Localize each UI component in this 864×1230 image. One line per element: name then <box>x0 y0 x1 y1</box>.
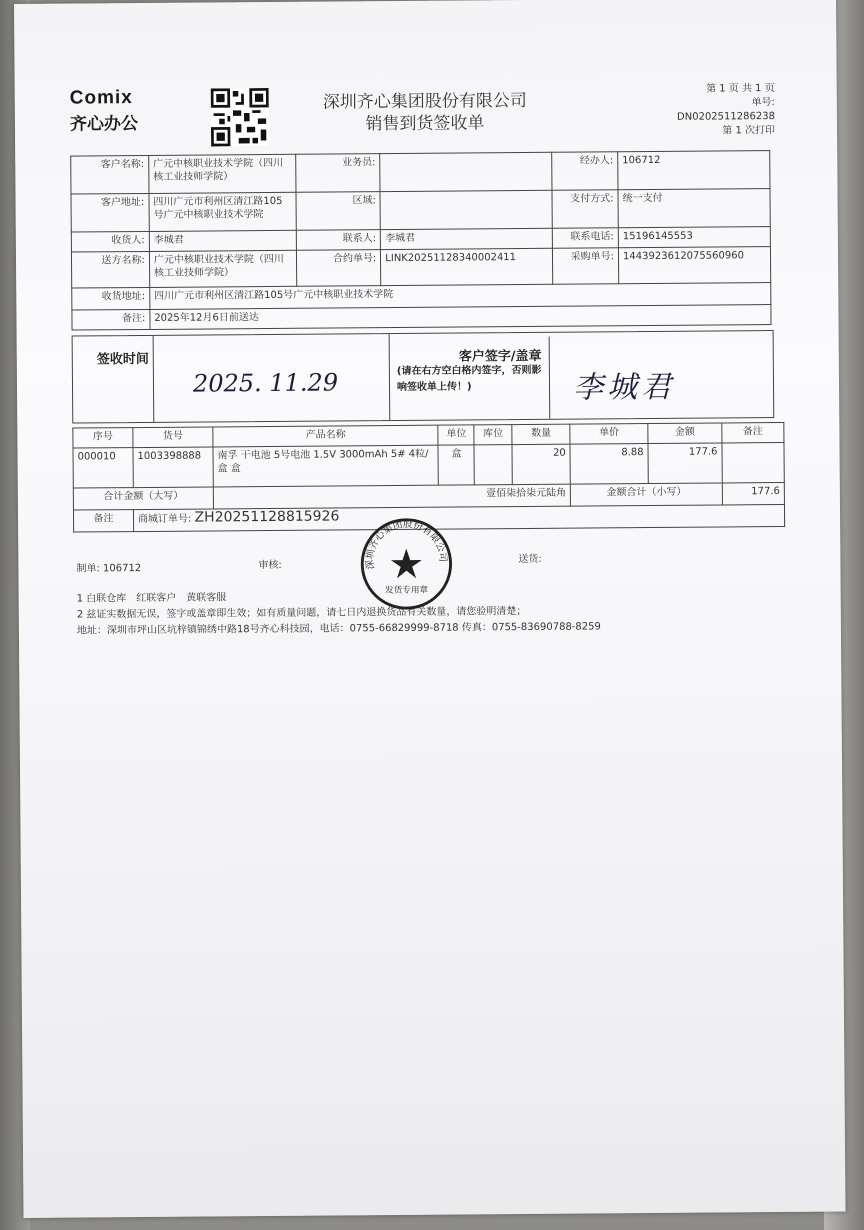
total-lower-value: 177.6 <box>722 482 784 504</box>
print-count: 第 1 次打印 <box>722 125 776 137</box>
contract-value: LINK20251128340002411 <box>381 248 553 285</box>
row-name: 南孚 干电池 5号电池 1.5V 3000mAh 5# 4粒/盒 盒 <box>213 445 439 487</box>
document-number: 单号: DN0202511286238 <box>676 97 775 123</box>
address-value: 四川广元市利州区清江路105号广元中核职业技术学院 <box>149 192 297 231</box>
total-upper-value: 壹佰柒拾柒元陆角 <box>213 484 570 509</box>
row-location <box>474 445 512 485</box>
ship-to-value: 广元中核职业技术学院（四川核工业技师学院） <box>149 250 297 287</box>
seal-subtext: 发货专用章 <box>385 585 429 596</box>
customer-sign-label: 客户签字/盖章 <box>458 348 542 365</box>
payment-label: 支付方式: <box>552 190 618 229</box>
col-header-location: 库位 <box>474 425 512 445</box>
seal-text: 深圳齐心集团股份有限公司 <box>364 519 449 570</box>
customer-name: 广元中核职业技术学院（四川核工业技师学院） <box>149 154 297 193</box>
remark-value: 2025年12月6日前送达 <box>150 305 771 330</box>
mall-order-cell <box>133 504 784 531</box>
salesperson-value <box>380 152 552 191</box>
handler-value: 106712 <box>618 151 770 190</box>
col-header-name: 产品名称 <box>213 425 439 447</box>
col-header-unit: 单位 <box>438 425 474 445</box>
reviewer-label: 审核: <box>258 559 282 572</box>
document-title: 销售到货签收单 <box>365 113 485 135</box>
company-address: 地址：深圳市坪山区坑梓镇锦绣中路18号齐心科技园，电话：0755-66829999-8718 传真：0755-83690788-8259 <box>76 621 601 637</box>
company-seal-icon <box>358 516 455 613</box>
purchase-value: 1443923612075560960 <box>618 247 770 284</box>
row-seq: 000010 <box>73 448 133 488</box>
region-label: 区域: <box>296 192 380 231</box>
row-note <box>722 442 784 482</box>
col-header-price: 单价 <box>570 424 648 445</box>
total-upper-label: 合计金额（大写） <box>73 487 213 510</box>
handwritten-signature: 李城君 <box>572 369 676 406</box>
maker-label: 制单: <box>76 563 100 575</box>
signature-section <box>72 330 775 424</box>
contact-value: 李城君 <box>381 228 553 249</box>
delivery-receipt-paper <box>14 0 846 1218</box>
maker-field <box>76 559 141 575</box>
delivery-address-label: 收货地址: <box>72 287 150 310</box>
receiver-label: 收货人: <box>71 231 149 252</box>
region-value <box>380 190 552 229</box>
delivery-address-value: 四川广元市利州区清江路105号广元中核职业技术学院 <box>150 283 771 310</box>
row-unit: 盒 <box>438 445 474 485</box>
phone-value: 15196145553 <box>618 227 770 248</box>
col-header-seq: 序号 <box>73 428 133 448</box>
page-count: 第 1 页 共 1 页 <box>706 83 775 95</box>
items-note-label: 备注 <box>73 510 133 532</box>
maker-value: 106712 <box>102 563 142 575</box>
table-row <box>73 442 784 488</box>
sender-label: 送货: <box>518 553 542 566</box>
row-qty: 20 <box>512 444 570 484</box>
customer-name-label: 客户名称: <box>71 155 149 194</box>
contact-label: 联系人: <box>297 230 381 251</box>
contract-label: 合约单号: <box>297 250 381 287</box>
col-header-qty: 数量 <box>512 424 570 444</box>
col-header-amount: 金额 <box>648 423 722 444</box>
company-name: 深圳齐心集团股份有限公司 <box>322 90 527 113</box>
col-header-code: 货号 <box>133 427 213 448</box>
terms-note: 2 兹证实数据无误，签字或盖章即生效；如有质量问题，请七日内退换货品有关数量，请您验明清楚； <box>76 605 527 621</box>
row-amount: 177.6 <box>648 443 722 484</box>
ship-to-label: 送方名称: <box>71 251 149 288</box>
purchase-label: 采购单号: <box>553 248 619 285</box>
sign-time-label: 签收时间 <box>96 351 149 368</box>
customer-info-table <box>70 150 771 330</box>
qr-code-icon <box>211 88 269 146</box>
salesperson-label: 业务员: <box>296 154 380 193</box>
receiver-value: 李城君 <box>149 230 297 251</box>
payment-value: 统一支付 <box>618 189 770 228</box>
remark-label: 备注: <box>72 309 150 330</box>
comix-logo: Comix <box>69 87 133 109</box>
address-label: 客户地址: <box>71 193 149 232</box>
handwritten-sign-date: 2025. 11.29 <box>192 368 339 398</box>
row-price: 8.88 <box>570 444 648 485</box>
total-lower-label: 金额合计（小写） <box>571 483 723 506</box>
phone-label: 联系电话: <box>552 228 618 249</box>
comix-logo-cn: 齐心办公 <box>69 114 139 135</box>
col-header-note: 备注 <box>722 422 784 442</box>
mall-order-label: 商城订单号: <box>137 513 192 526</box>
page-info-block <box>655 82 775 139</box>
copies-note: 1 白联仓库 红联客户 黄联客服 <box>76 592 227 605</box>
handler-label: 经办人: <box>552 152 618 191</box>
divider <box>153 336 155 422</box>
row-code: 1003398888 <box>133 447 213 488</box>
divider <box>389 334 391 420</box>
mall-order-value: ZH20251128815926 <box>194 508 340 526</box>
sign-instruction: (请在右方空白格内签字，否则影响签收单上传！) <box>396 364 542 394</box>
